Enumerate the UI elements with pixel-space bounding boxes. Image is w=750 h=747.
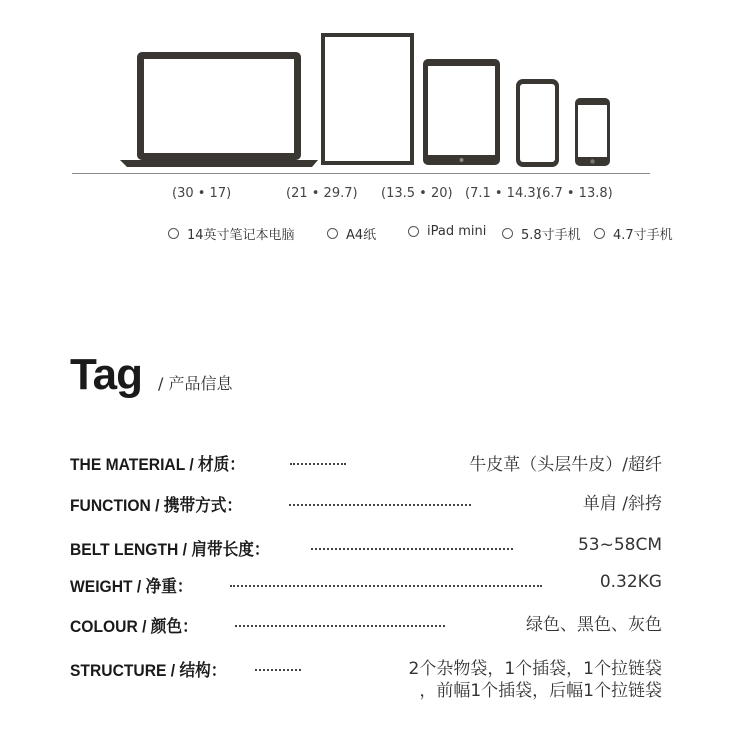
spec-label: COLOUR / 颜色： — [70, 617, 198, 636]
device-size-illustration — [0, 0, 750, 260]
spec-label: STRUCTURE / 结构： — [70, 661, 227, 680]
spec-value: 牛皮革（头层牛皮）/超纤 — [469, 455, 662, 475]
spec-value: 0.32KG — [599, 572, 662, 592]
radio-icon — [408, 226, 419, 237]
dimension-a4: (21 • 29.7) — [286, 186, 358, 201]
spec-label: WEIGHT / 净重： — [70, 577, 193, 596]
spec-value-line-2: ，前幅1个插袋，后幅1个拉链袋 — [419, 681, 662, 701]
dotted-leader — [235, 625, 445, 627]
option-phone-5-8[interactable] — [502, 224, 581, 243]
option-phone-4-7[interactable] — [594, 224, 673, 243]
dotted-leader — [290, 463, 346, 465]
spec-row-weight — [0, 570, 750, 600]
spec-label: FUNCTION / 携带方式： — [70, 496, 243, 515]
radio-icon — [594, 228, 605, 239]
option-label: iPad mini — [427, 224, 487, 239]
tag-title: Tag — [70, 350, 142, 399]
option-label: 4.7寸手机 — [613, 228, 673, 243]
spec-row-material — [0, 448, 750, 478]
spec-value: 绿色、黑色、灰色 — [526, 615, 662, 635]
dotted-leader — [289, 504, 471, 506]
spec-label: THE MATERIAL / 材质： — [70, 455, 245, 474]
option-label: 14英寸笔记本电脑 — [187, 228, 295, 243]
option-a4[interactable] — [327, 224, 376, 243]
ground-line — [72, 173, 650, 174]
spec-row-structure — [0, 654, 750, 704]
spec-row-colour — [0, 610, 750, 640]
spec-value: 2个杂物袋，1个插袋，1个拉链袋 — [408, 659, 662, 679]
dimension-ipad: (13.5 • 20) — [381, 186, 453, 201]
phone-4-7-icon — [575, 98, 610, 166]
radio-icon — [327, 228, 338, 239]
spec-row-function — [0, 489, 750, 519]
spec-row-belt-length — [0, 533, 750, 563]
dimension-laptop: (30 • 17) — [172, 186, 232, 201]
dotted-leader — [311, 548, 513, 550]
ipad-mini-icon — [423, 59, 500, 165]
dotted-leader — [255, 669, 301, 671]
laptop-icon — [120, 52, 318, 167]
radio-icon — [168, 228, 179, 239]
option-laptop[interactable] — [168, 224, 295, 243]
phone-5-8-icon — [516, 79, 559, 167]
option-label: 5.8寸手机 — [521, 228, 581, 243]
spec-value: 单肩 /斜挎 — [582, 494, 662, 514]
dimension-phone-5-8: (7.1 • 14.3) — [465, 186, 541, 201]
option-label: A4纸 — [346, 228, 377, 243]
option-ipad-mini[interactable] — [408, 224, 486, 239]
dimension-phone-4-7: (6.7 • 13.8) — [537, 186, 613, 201]
radio-icon — [502, 228, 513, 239]
tag-subtitle: / 产品信息 — [158, 374, 233, 393]
a4-paper-icon — [321, 33, 414, 165]
dotted-leader — [230, 585, 542, 587]
spec-value: 53~58CM — [577, 535, 662, 555]
spec-label: BELT LENGTH / 肩带长度： — [70, 540, 270, 559]
